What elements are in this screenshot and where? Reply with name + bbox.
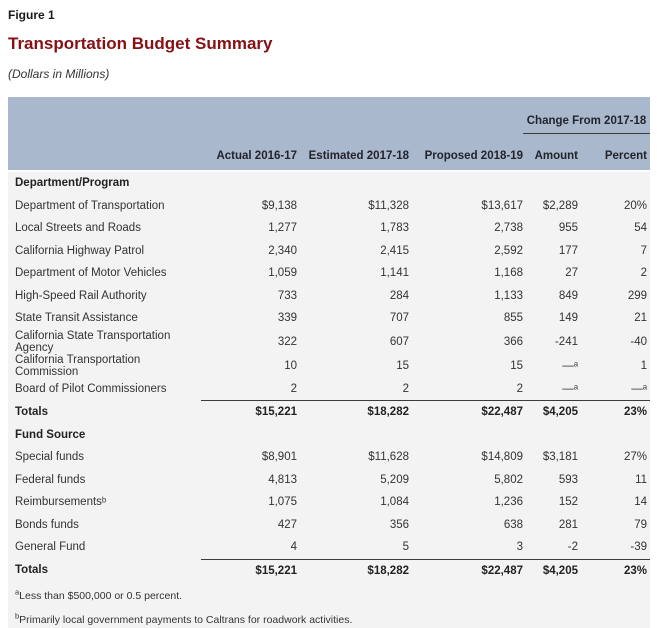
totals-value: $18,282 xyxy=(297,559,409,583)
cell-value: $11,328 xyxy=(297,195,409,218)
footnote-marker: b xyxy=(15,611,20,621)
cell-value: 2,738 xyxy=(409,217,523,240)
cell-value: 1,133 xyxy=(409,285,523,308)
cell-value: 11 xyxy=(578,469,650,492)
cell-value: 2 xyxy=(201,378,297,401)
change-group-header: Change From 2017-18 xyxy=(523,97,650,134)
column-header-percent: Percent xyxy=(578,134,650,172)
cell-value: $14,809 xyxy=(409,446,523,469)
table-row xyxy=(8,378,650,401)
cell-value: -2 xyxy=(523,536,578,559)
cell-value: 356 xyxy=(297,514,409,537)
table-row xyxy=(8,262,650,285)
cell-value: $8,901 xyxy=(201,446,297,469)
cell-value: 366 xyxy=(409,330,523,354)
column-header-estimated-2017-18: Estimated 2017-18 xyxy=(297,134,409,172)
table-row xyxy=(8,307,650,330)
cell-value: 5,802 xyxy=(409,469,523,492)
cell-value: -40 xyxy=(578,330,650,354)
row-label: Reimbursementsᵇ xyxy=(8,491,201,514)
cell-value: 1,084 xyxy=(297,491,409,514)
cell-value: 177 xyxy=(523,240,578,263)
cell-value: 152 xyxy=(523,491,578,514)
cell-value: —ᵃ xyxy=(523,354,578,378)
cell-value: 15 xyxy=(297,354,409,378)
row-label: California State Transportation Agency xyxy=(8,330,201,354)
section-header: Department/Program xyxy=(8,172,650,195)
cell-value: 7 xyxy=(578,240,650,263)
totals-row xyxy=(8,400,650,424)
totals-value: $18,282 xyxy=(297,400,409,424)
footnote-cell xyxy=(8,606,650,628)
cell-value: $3,181 xyxy=(523,446,578,469)
row-label: California Transportation Commission xyxy=(8,354,201,378)
cell-value: 149 xyxy=(523,307,578,330)
cell-value: 339 xyxy=(201,307,297,330)
column-header-proposed-2018-19: Proposed 2018-19 xyxy=(409,134,523,172)
totals-value: $15,221 xyxy=(201,400,297,424)
row-label: State Transit Assistance xyxy=(8,307,201,330)
cell-value: $9,138 xyxy=(201,195,297,218)
cell-value: 427 xyxy=(201,514,297,537)
row-label: Department of Motor Vehicles xyxy=(8,262,201,285)
cell-value: 2,592 xyxy=(409,240,523,263)
row-label: Special funds xyxy=(8,446,201,469)
cell-value: 5 xyxy=(297,536,409,559)
column-header-amount: Amount xyxy=(523,134,578,172)
cell-value: 607 xyxy=(297,330,409,354)
budget-table xyxy=(8,97,650,628)
cell-value: 2 xyxy=(409,378,523,401)
table-row xyxy=(8,195,650,218)
cell-value: 3 xyxy=(409,536,523,559)
cell-value: 27 xyxy=(523,262,578,285)
footnote xyxy=(8,582,650,606)
totals-value: $4,205 xyxy=(523,559,578,583)
row-label: General Fund xyxy=(8,536,201,559)
cell-value: 284 xyxy=(297,285,409,308)
cell-value: —ᵃ xyxy=(578,378,650,401)
footnote-text: Primarily local government payments to Caltrans for roadwork activities. xyxy=(19,614,353,626)
cell-value: $11,628 xyxy=(297,446,409,469)
footnote-text: Less than $500,000 or 0.5 percent. xyxy=(19,590,183,602)
cell-value: 10 xyxy=(201,354,297,378)
group-header-row xyxy=(8,97,650,134)
cell-value: 2 xyxy=(578,262,650,285)
table-row xyxy=(8,514,650,537)
figure-title: Transportation Budget Summary xyxy=(8,34,273,53)
totals-value: $4,205 xyxy=(523,400,578,424)
cell-value: 4,813 xyxy=(201,469,297,492)
totals-value: $22,487 xyxy=(409,559,523,583)
cell-value: 2,340 xyxy=(201,240,297,263)
totals-value: 23% xyxy=(578,400,650,424)
totals-value: 23% xyxy=(578,559,650,583)
row-label: California Highway Patrol xyxy=(8,240,201,263)
figure-subtitle: (Dollars in Millions) xyxy=(8,67,110,81)
cell-value: 1,277 xyxy=(201,217,297,240)
column-header-row xyxy=(8,134,650,172)
table-row xyxy=(8,491,650,514)
cell-value: 299 xyxy=(578,285,650,308)
row-label: Department of Transportation xyxy=(8,195,201,218)
cell-value: 21 xyxy=(578,307,650,330)
section-header-row xyxy=(8,424,650,447)
cell-value: 638 xyxy=(409,514,523,537)
header-spacer xyxy=(8,97,523,134)
cell-value: 5,209 xyxy=(297,469,409,492)
cell-value: $13,617 xyxy=(409,195,523,218)
table-row xyxy=(8,446,650,469)
table-row xyxy=(8,285,650,308)
section-header-row xyxy=(8,172,650,195)
cell-value: 955 xyxy=(523,217,578,240)
cell-value: 2,415 xyxy=(297,240,409,263)
footnote-cell xyxy=(8,582,650,606)
table-row xyxy=(8,536,650,559)
cell-value: 1,075 xyxy=(201,491,297,514)
table-row xyxy=(8,217,650,240)
cell-value: 281 xyxy=(523,514,578,537)
cell-value: 322 xyxy=(201,330,297,354)
cell-value: 855 xyxy=(409,307,523,330)
cell-value: 1,168 xyxy=(409,262,523,285)
row-label: Board of Pilot Commissioners xyxy=(8,378,201,401)
table-body xyxy=(8,172,650,628)
row-label: Federal funds xyxy=(8,469,201,492)
header-spacer xyxy=(8,134,201,172)
cell-value: 27% xyxy=(578,446,650,469)
cell-value: -241 xyxy=(523,330,578,354)
column-header-actual-2016-17: Actual 2016-17 xyxy=(201,134,297,172)
cell-value: 1,059 xyxy=(201,262,297,285)
cell-value: 54 xyxy=(578,217,650,240)
footnote-marker: a xyxy=(15,587,20,597)
cell-value: -39 xyxy=(578,536,650,559)
section-header: Fund Source xyxy=(8,424,650,447)
table-row xyxy=(8,240,650,263)
totals-label: Totals xyxy=(8,400,201,424)
table-header xyxy=(8,97,650,172)
row-label: High-Speed Rail Authority xyxy=(8,285,201,308)
cell-value: 15 xyxy=(409,354,523,378)
table-row xyxy=(8,354,650,378)
cell-value: —ᵃ xyxy=(523,378,578,401)
row-label: Bonds funds xyxy=(8,514,201,537)
cell-value: 733 xyxy=(201,285,297,308)
cell-value: 1,141 xyxy=(297,262,409,285)
cell-value: 1 xyxy=(578,354,650,378)
cell-value: 4 xyxy=(201,536,297,559)
table-row xyxy=(8,330,650,354)
cell-value: 1,783 xyxy=(297,217,409,240)
cell-value: $2,289 xyxy=(523,195,578,218)
table-row xyxy=(8,469,650,492)
cell-value: 707 xyxy=(297,307,409,330)
footnote xyxy=(8,606,650,628)
cell-value: 849 xyxy=(523,285,578,308)
cell-value: 593 xyxy=(523,469,578,492)
figure-label: Figure 1 xyxy=(8,8,55,22)
cell-value: 20% xyxy=(578,195,650,218)
cell-value: 14 xyxy=(578,491,650,514)
cell-value: 1,236 xyxy=(409,491,523,514)
row-label: Local Streets and Roads xyxy=(8,217,201,240)
totals-value: $15,221 xyxy=(201,559,297,583)
totals-value: $22,487 xyxy=(409,400,523,424)
totals-row xyxy=(8,559,650,583)
cell-value: 2 xyxy=(297,378,409,401)
totals-label: Totals xyxy=(8,559,201,583)
cell-value: 79 xyxy=(578,514,650,537)
